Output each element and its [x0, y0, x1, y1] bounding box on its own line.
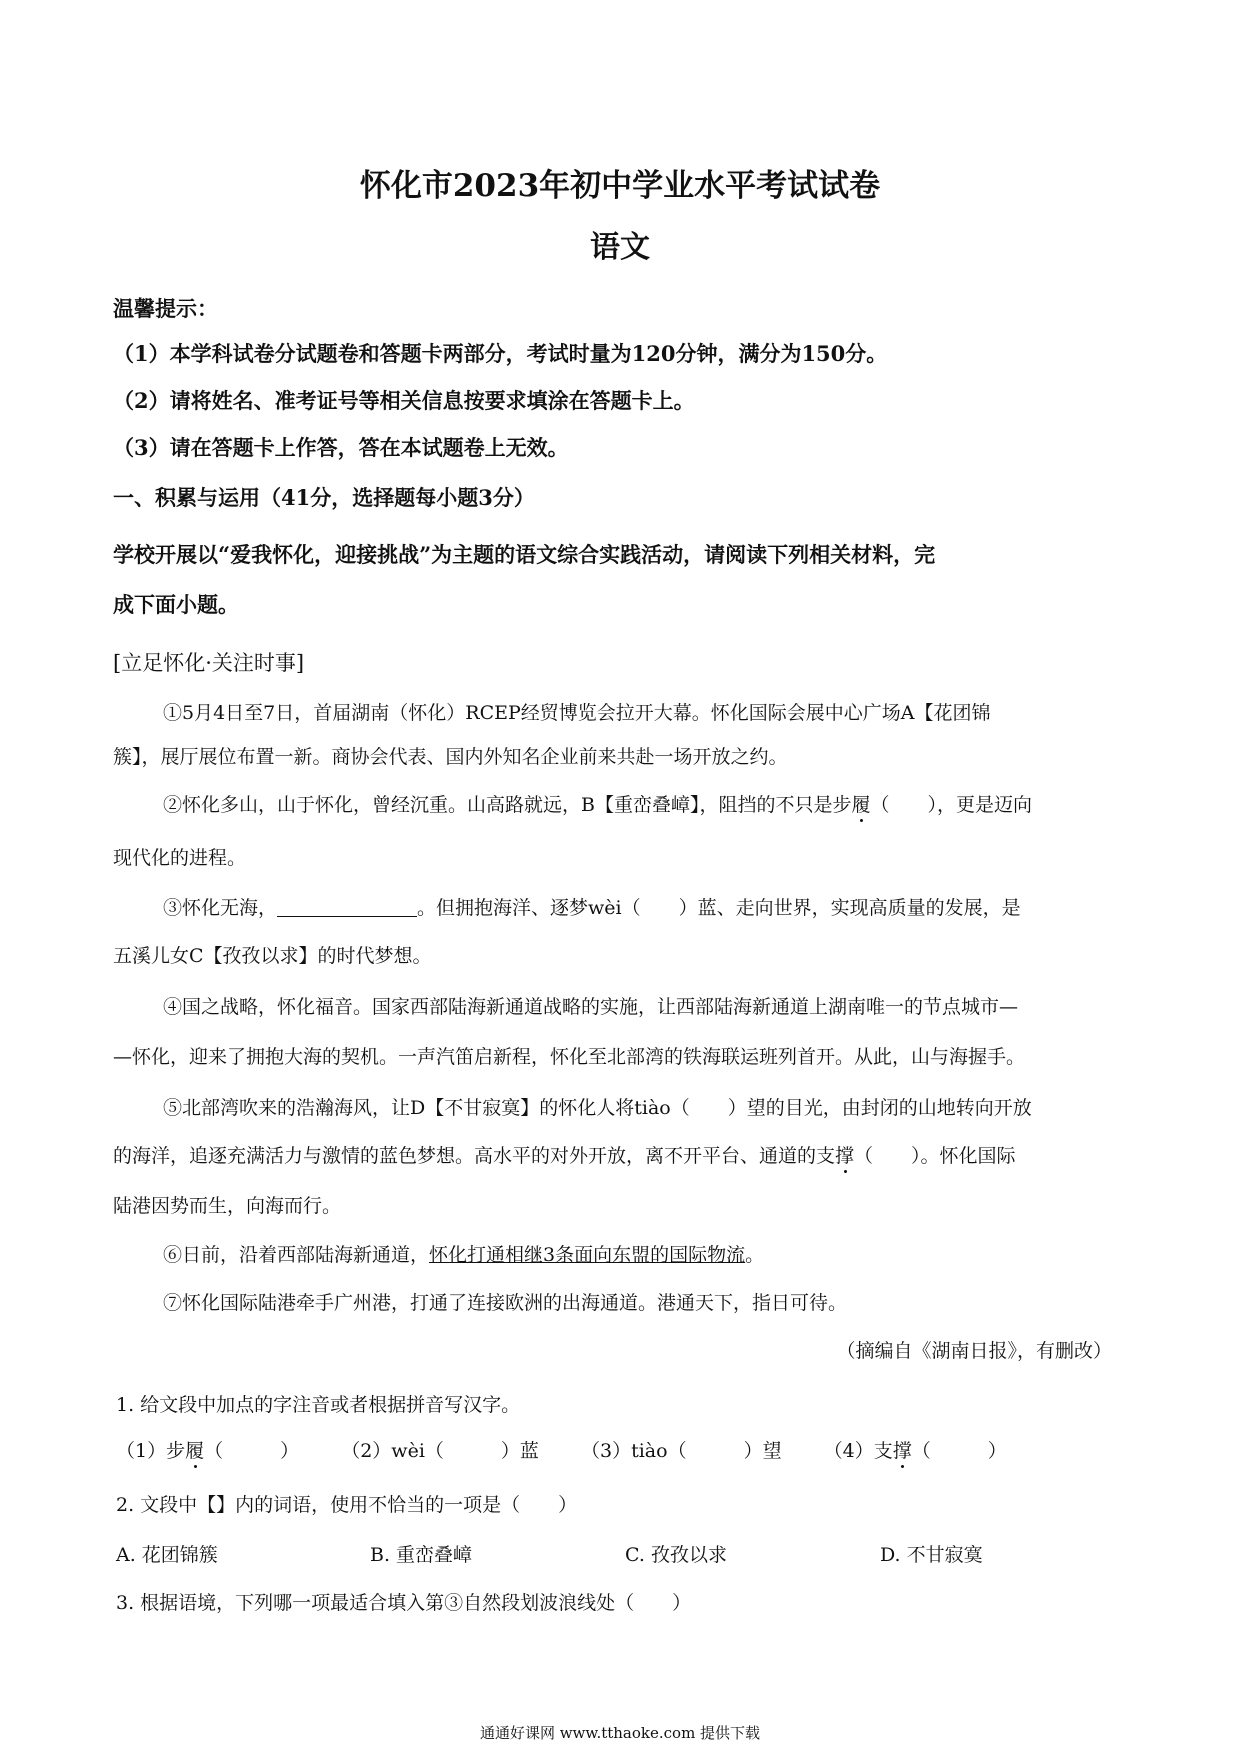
dotted-character: 履 — [185, 1436, 204, 1463]
q2-option-b: B. 重峦叠嶂 — [370, 1544, 473, 1566]
question-1-answers — [116, 1436, 1007, 1463]
q2-option-d: D. 不甘寂寞 — [880, 1544, 983, 1566]
paragraph-3-line-2: 五溪儿女C【孜孜以求】的时代梦想。 — [113, 945, 432, 967]
tip-item-2: （2）请将姓名、准考证号等相关信息按要求填涂在答题卡上。 — [113, 388, 695, 413]
q2-option-a: A. 花团锦簇 — [116, 1544, 218, 1566]
dotted-character: 撑 — [893, 1436, 912, 1463]
q2-option-c: C. 孜孜以求 — [625, 1544, 727, 1566]
source-note: （摘编自《湖南日报》，有删改） — [836, 1340, 1112, 1362]
question-2: 2. 文段中【】内的词语，使用不恰当的一项是（ ） — [116, 1494, 578, 1516]
tip-item-3: （3）请在答题卡上作答，答在本试题卷上无效。 — [113, 435, 569, 460]
underlined-sentence: 怀化打通相继3条面向东盟的国际物流 — [429, 1244, 746, 1266]
exam-title: 怀化市2023年初中学业水平考试试卷 — [359, 168, 881, 204]
paragraph-7: ⑦怀化国际陆港牵手广州港，打通了连接欧洲的出海通道。港通天下，指日可待。 — [163, 1292, 848, 1314]
question-1: 1. 给文段中加点的字注音或者根据拼音写汉字。 — [116, 1394, 521, 1416]
paragraph-2-line-1 — [163, 790, 1032, 817]
q1-answer-4-text: （4）支 — [823, 1440, 893, 1462]
q1-answer-2: （2）wèi（ ）蓝 — [341, 1440, 539, 1462]
section-subheading: [立足怀化·关注时事] — [113, 651, 305, 675]
section-intro-line-1: 学校开展以“爱我怀化，迎接挑战”为主题的语文综合实践活动，请阅读下列相关材料，完 — [113, 542, 936, 567]
paragraph-3-text-a: ③怀化无海， — [163, 897, 278, 919]
dotted-character: 撑 — [835, 1141, 854, 1168]
paragraph-5-text-b: （ ）。怀化国际 — [854, 1145, 1016, 1167]
q1-answer-1-text: （1）步 — [116, 1440, 186, 1462]
paragraph-3-text-b: 。但拥抱海洋、逐梦wèi（ ）蓝、走向世界，实现高质量的发展，是 — [417, 897, 1021, 919]
wavy-blank-line — [277, 902, 417, 917]
paragraph-4-line-1: ④国之战略，怀化福音。国家西部陆海新通道战略的实施，让西部陆海新通道上湖南唯一的节点城市— — [163, 996, 1019, 1018]
q1-answer-3: （3）tiào（ ）望 — [581, 1440, 782, 1462]
paragraph-3-line-1 — [163, 893, 1021, 920]
paragraph-5-line-3: 陆港因势而生，向海而行。 — [113, 1195, 342, 1217]
tips-heading: 温馨提示： — [113, 296, 218, 321]
q1-answer-4-blank: （ ） — [911, 1440, 1007, 1462]
paragraph-2-text-a: ②怀化多山，山于怀化，曾经沉重。山高路就远，B【重峦叠嶂】，阻挡的不只是步 — [163, 794, 852, 816]
paragraph-1-line-1: ①5月4日至7日，首届湖南（怀化）RCEP经贸博览会拉开大幕。怀化国际会展中心广场A【花团锦 — [163, 702, 991, 724]
paragraph-5-line-1: ⑤北部湾吹来的浩瀚海风，让D【不甘寂寞】的怀化人将tiào（ ）望的目光，由封闭的山地转向开放 — [163, 1097, 1032, 1119]
tip-item-1: （1）本学科试卷分试题卷和答题卡两部分，考试时量为120分钟，满分为150分。 — [113, 341, 888, 366]
paragraph-6 — [163, 1240, 764, 1267]
paragraph-2-text-b: （ ），更是迈向 — [870, 794, 1032, 816]
dotted-character: 履 — [851, 790, 870, 817]
section-intro-line-2: 成下面小题。 — [113, 592, 239, 617]
paragraph-1-line-2: 簇】，展厅展位布置一新。商协会代表、国内外知名企业前来共赴一场开放之约。 — [113, 746, 788, 768]
section-heading: 一、积累与运用（41分，选择题每小题3分） — [113, 485, 535, 510]
paragraph-5-line-2 — [113, 1141, 1016, 1168]
paragraph-4-line-2: —怀化，迎来了拥抱大海的契机。一声汽笛启新程，怀化至北部湾的铁海联运班列首开。从此，山与海握手。 — [113, 1046, 1026, 1068]
paragraph-5-text-a: 的海洋，追逐充满活力与激情的蓝色梦想。高水平的对外开放，离不开平台、通道的支 — [113, 1145, 836, 1167]
exam-subject: 语文 — [590, 230, 650, 265]
paragraph-6-text-b: 。 — [745, 1244, 765, 1266]
question-3: 3. 根据语境，下列哪一项最适合填入第③自然段划波浪线处（ ） — [116, 1592, 692, 1614]
footer-download-note: 通通好课网 www.tthaoke.com 提供下载 — [479, 1724, 761, 1742]
q1-answer-1-blank: （ ） — [204, 1440, 300, 1462]
paragraph-2-line-2: 现代化的进程。 — [113, 847, 247, 869]
paragraph-6-text-a: ⑥日前，沿着西部陆海新通道， — [163, 1244, 430, 1266]
